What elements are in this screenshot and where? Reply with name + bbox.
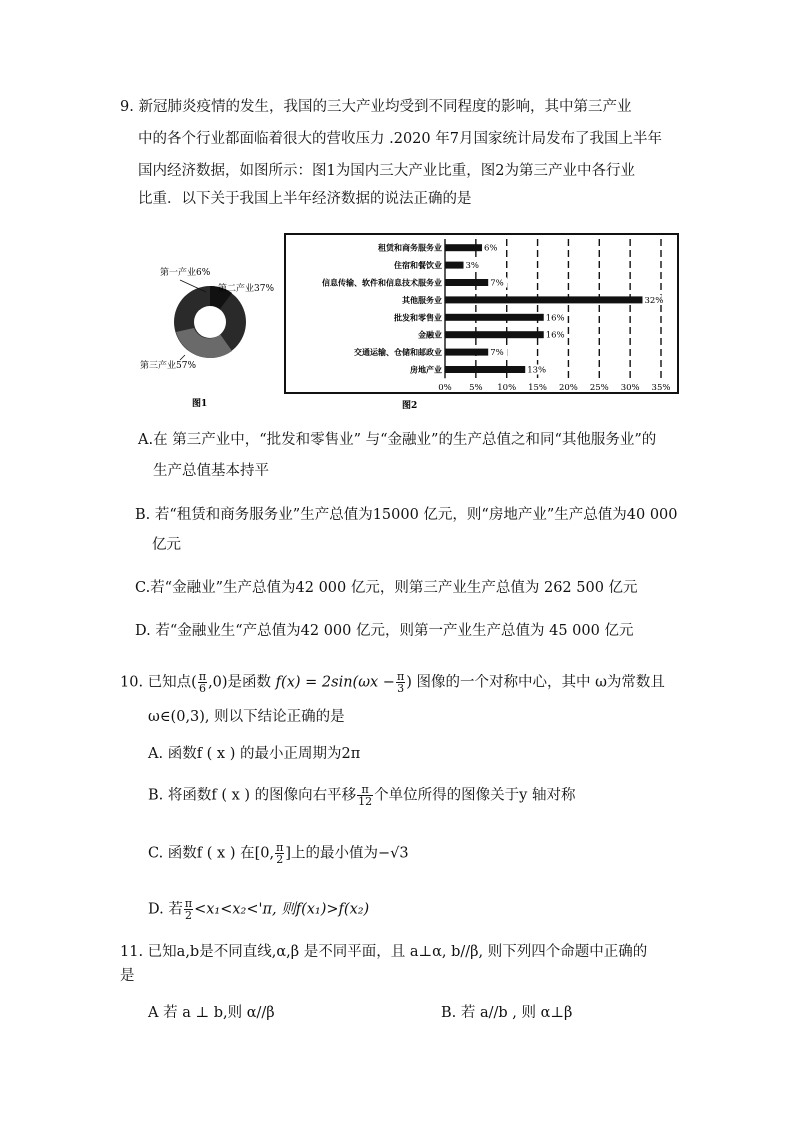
q10-option-b: B. 将函数f ( x ) 的图像向右平移 $\frac{\pi}{12}$ 个单位所得的图像关于y 轴对称: [148, 783, 576, 808]
value-label: 16%: [545, 330, 565, 341]
q9-line4: 比重．以下关于我国上半年经济数据的说法正确的是: [138, 191, 472, 207]
pi-over-three: $\frac{\pi}{3}$: [396, 670, 405, 695]
bar: [445, 279, 488, 286]
bar: [445, 349, 488, 356]
q9-line1: 9. 新冠肺炎疫情的发生，我国的三大产业均受到不同程度的影响，其中第三产业: [120, 99, 632, 115]
q9-line2: 中的各个行业都面临着很大的营收压力 .2020 年7月国家统计局发布了我国上半年: [138, 131, 662, 147]
bar: [445, 314, 544, 321]
pi-over-six: $\frac{\pi}{6}$: [198, 670, 207, 695]
q10-function: f(x) = 2sin(ωx −: [275, 674, 395, 691]
category-label: 租赁和商务服务业: [378, 242, 442, 253]
x-tick-label: 15%: [528, 383, 548, 394]
label-leader-3: [180, 355, 185, 360]
q9-option-b-line1: B. 若“租赁和商务服务业”生产总值为15000 亿元，则“房地产业”生产总值为40 000: [135, 507, 678, 523]
pi-over-twelve: $\frac{\pi}{12}$: [358, 783, 373, 808]
value-label: 16%: [545, 313, 565, 324]
x-tick-label: 30%: [620, 383, 640, 394]
q10-line1: 10. 已知点( $\frac{\pi}{6}$ ,0)是函数 f(x) = 2sin(ωx − $\frac{\pi}{3}$ ) 图像的一个对称中心，其中 ω为常数且: [120, 670, 665, 695]
label-primary: 第一产业6%: [160, 268, 211, 278]
figure1-donut-chart: [140, 262, 280, 412]
q10-option-d: D. 若 $\frac{\pi}{2}$ <x₁<x₂<'π, 则f(x₁)>f(x₂): [148, 897, 370, 922]
category-label: 交通运输、仓储和邮政业: [354, 347, 442, 358]
q10-num: 10. 已知点(: [120, 674, 197, 691]
q9-option-a-line1: A.在 第三产业中，“批发和零售业” 与“金融业”的生产总值之和同“其他服务业”的: [138, 432, 657, 448]
value-label: 6%: [484, 243, 498, 254]
pi-over-two-c: $\frac{\pi}{2}$: [276, 841, 284, 866]
q10-line2: ω∈(0,3), 则以下结论正确的是: [148, 709, 345, 725]
bar: [445, 296, 642, 303]
donut-hole: [194, 306, 226, 338]
value-label: 7%: [490, 348, 504, 359]
figure2-caption: 图2: [402, 401, 418, 411]
x-tick-label: 10%: [497, 383, 517, 394]
q9-line3: 国内经济数据，如图所示：图1为国内三大产业比重，图2为第三产业中各行业: [138, 163, 635, 179]
figure2-bar-chart: [284, 233, 679, 413]
q11-option-a: A 若 a ⊥ b,则 α//β: [148, 1005, 275, 1021]
x-tick-label: 20%: [558, 383, 578, 394]
value-label: 3%: [465, 261, 480, 272]
q11-line2: 是: [120, 968, 135, 984]
category-label: 房地产业: [410, 364, 442, 375]
bar: [445, 366, 525, 373]
label-secondary: 第二产业37%: [218, 284, 275, 294]
q9-option-c: C.若“金融业”生产总值为42 000 亿元，则第三产业生产总值为 262 500 亿元: [135, 580, 638, 596]
pi-over-two-d: $\frac{\pi}{2}$: [184, 897, 193, 922]
label-leader-1: [180, 280, 206, 292]
q9-option-a-line2: 生产总值基本持平: [153, 463, 269, 479]
x-tick-label: 0%: [438, 383, 452, 394]
q11-line1: 11. 已知a,b是不同直线,α,β 是不同平面，且 a⊥α, b//β, 则下列四个命题中正确的: [120, 944, 648, 960]
value-label: 32%: [644, 295, 664, 306]
category-label: 信息传输、软件和信息技术服务业: [322, 277, 442, 288]
q9-option-d: D. 若“金融业生“产总值为42 000 亿元，则第一产业生产总值为 45 000 亿元: [135, 623, 634, 639]
x-tick-label: 35%: [651, 383, 671, 394]
figure1-caption: 图1: [192, 399, 208, 409]
q9-option-b-line2: 亿元: [152, 537, 181, 553]
bar: [445, 244, 482, 251]
q11-option-b: B. 若 a//b , 则 α⊥β: [441, 1005, 573, 1021]
value-label: 7%: [490, 278, 504, 289]
q10-option-c: C. 函数f ( x ) 在[0, $\frac{\pi}{2}$ ]上的最小值为−√3: [148, 841, 409, 866]
bar: [445, 262, 464, 269]
bar: [445, 331, 544, 338]
category-label: 金融业: [418, 329, 442, 340]
x-tick-label: 5%: [469, 383, 483, 394]
q10-option-a: A. 函数f ( x ) 的最小正周期为2π: [148, 746, 361, 762]
category-label: 住宿和餐饮业: [394, 260, 442, 271]
category-label: 其他服务业: [402, 294, 442, 305]
category-label: 批发和零售业: [394, 312, 442, 323]
x-tick-label: 25%: [589, 383, 609, 394]
label-tertiary: 第三产业57%: [140, 361, 197, 371]
value-label: 13%: [527, 365, 547, 376]
